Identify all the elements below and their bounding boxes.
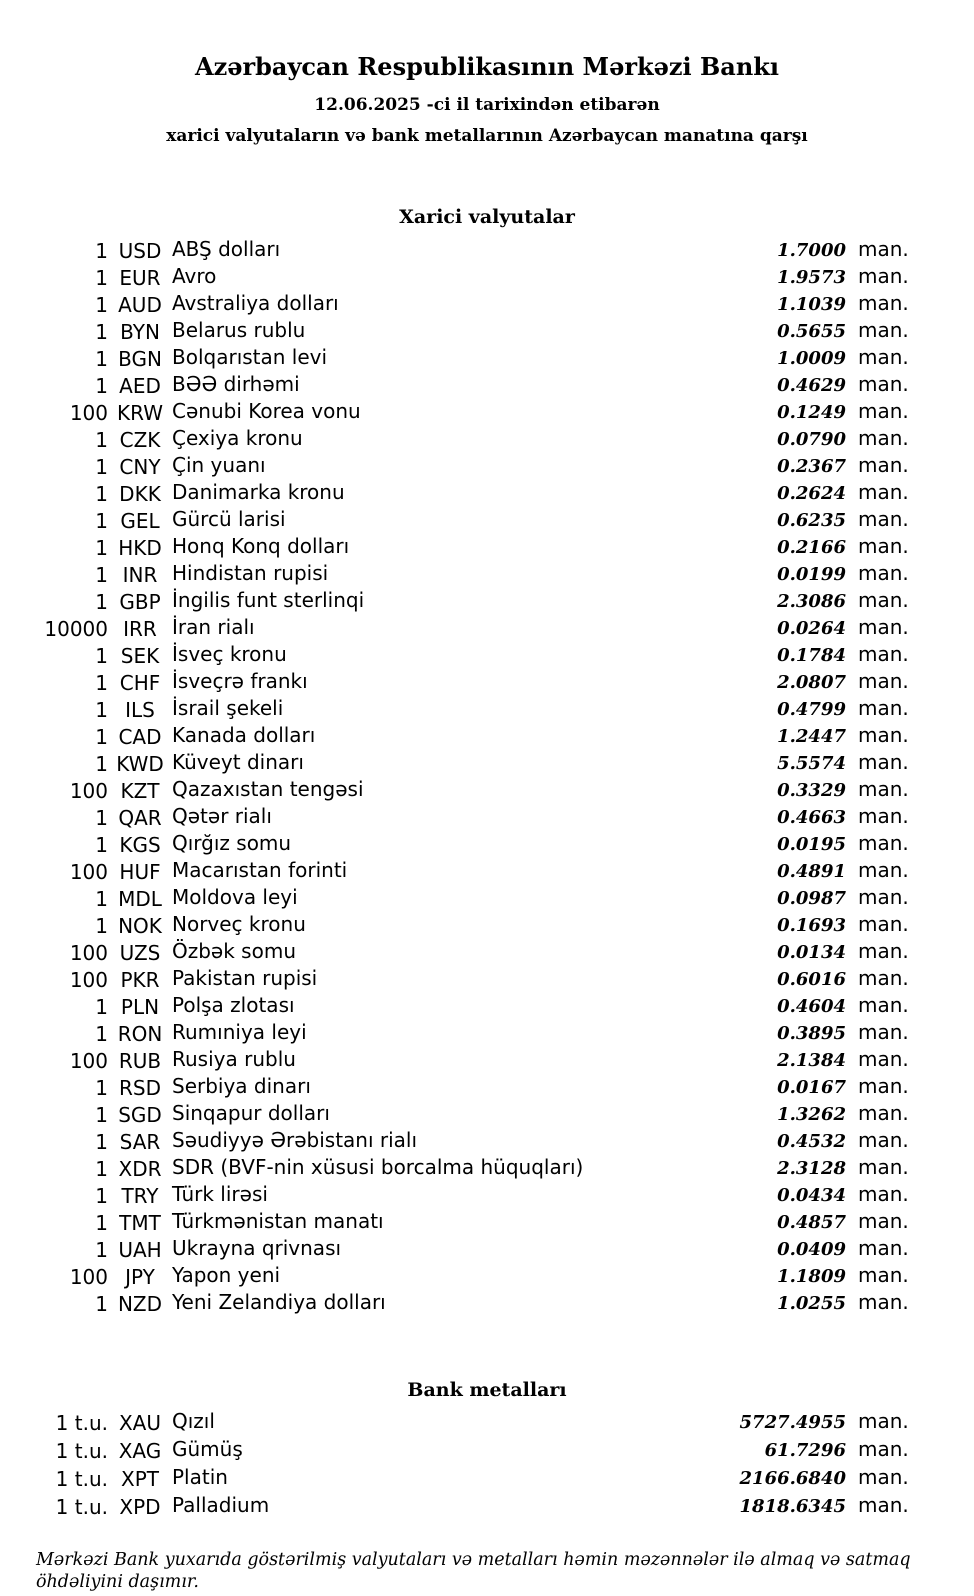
currency-code-cell: SEK [120,644,160,668]
bank-title: Azərbaycan Respublikasının Mərkəzi Bankı [194,52,780,81]
metal-name-cell: Gümüş [172,1437,243,1461]
currency-name-cell: BƏƏ dirhəmi [172,372,300,396]
currency-row [0,236,910,263]
currency-row [0,938,910,965]
manat-unit-cell: man. [858,696,909,720]
currency-name-cell: İsveçrə frankı [172,669,308,693]
rate-value-cell: 0.0790 [777,429,846,450]
currency-row [0,1181,910,1208]
metal-row [0,1407,910,1435]
disclaimer-text: Mərkəzi Bank yuxarıda göstərilmiş valyutaları və metalları həmin məzənnələr ilə almaq və satmaq öhdəliyini daşımır. [36,1550,911,1592]
currency-name-cell: SDR (BVF-nin xüsusi borcalma hüquqları) [172,1155,584,1179]
quantity-cell: 100 [69,779,108,803]
rate-value-cell: 2.3086 [777,591,846,612]
currency-row [0,452,910,479]
currency-name-cell: Yapon yeni [172,1263,281,1287]
manat-unit-cell: man. [858,642,909,666]
bulletin-subtitle: xarici valyutaların və bank metallarının Azərbaycan manatına qarşı [166,126,808,146]
manat-unit-cell: man. [858,1493,909,1517]
rate-value-cell: 0.1693 [777,915,846,936]
rate-value-cell: 1.0009 [777,348,846,369]
manat-unit-cell: man. [858,777,909,801]
currency-name-cell: ABŞ dolları [172,237,281,261]
currency-row [0,1235,910,1262]
rate-value-cell: 0.0167 [777,1077,846,1098]
currency-code-cell: CZK [119,428,161,452]
quantity-cell: 1 [95,239,108,263]
quantity-cell: 100 [69,941,108,965]
metal-name-cell: Palladium [172,1493,270,1517]
currency-row [0,398,910,425]
currency-name-cell: Avstraliya dolları [172,291,339,315]
manat-unit-cell: man. [858,453,909,477]
currency-code-cell: RUB [118,1049,162,1073]
currency-row [0,641,910,668]
quantity-cell: 1 [95,374,108,398]
rate-value-cell: 61.7296 [764,1440,846,1461]
manat-unit-cell: man. [858,858,909,882]
quantity-cell: 100 [69,401,108,425]
quantity-cell: 10000 [44,617,108,641]
manat-unit-cell: man. [858,588,909,612]
currency-name-cell: Cənubi Korea vonu [172,399,361,423]
currency-name-cell: Yeni Zelandiya dolları [172,1290,386,1314]
currency-name-cell: Hindistan rupisi [172,561,329,585]
rate-value-cell: 0.0195 [777,834,846,855]
currency-code-cell: KZT [120,779,160,803]
quantity-cell: 1 [95,347,108,371]
manat-unit-cell: man. [858,291,909,315]
rate-value-cell: 0.4891 [777,861,846,882]
metal-name-cell: Qızıl [172,1409,215,1433]
quantity-cell: 1 [95,752,108,776]
currency-row [0,587,910,614]
currency-row [0,560,910,587]
currency-name-cell: Qazaxıstan tengəsi [172,777,364,801]
quantity-cell: 1 [95,428,108,452]
currency-code-cell: BYN [120,320,160,344]
currency-name-cell: Türk lirəsi [172,1182,268,1206]
currency-code-cell: SGD [118,1103,162,1127]
currency-row [0,614,910,641]
currency-row [0,263,910,290]
quantity-cell: 1 [95,914,108,938]
currency-code-cell: HUF [119,860,161,884]
manat-unit-cell: man. [858,1209,909,1233]
manat-unit-cell: man. [858,1020,909,1044]
currency-name-cell: Danimarka kronu [172,480,345,504]
currency-name-cell: İngilis funt sterlinqi [172,588,365,612]
currency-name-cell: İran rialı [172,615,255,639]
quantity-cell: 1 [95,1238,108,1262]
currency-code-cell: CNY [119,455,161,479]
currency-rates-table [0,236,974,1316]
rate-value-cell: 1.9573 [777,267,846,288]
currency-code-cell: HKD [118,536,162,560]
quantity-cell: 1 [95,509,108,533]
quantity-cell: 1 [95,887,108,911]
currency-row [0,1073,910,1100]
rate-value-cell: 1.3262 [777,1104,846,1125]
quantity-cell: 1 t.u. [55,1467,108,1491]
currency-code-cell: JPY [125,1265,155,1289]
manat-unit-cell: man. [858,534,909,558]
metal-code-cell: XPD [119,1495,161,1519]
currency-row [0,533,910,560]
currency-code-cell: BGN [118,347,162,371]
currency-row [0,425,910,452]
rate-value-cell: 1.0255 [777,1293,846,1314]
rate-value-cell: 1818.6345 [739,1496,846,1517]
currency-code-cell: NOK [118,914,162,938]
currency-row [0,1100,910,1127]
manat-unit-cell: man. [858,1047,909,1071]
currency-code-cell: DKK [119,482,161,506]
currency-name-cell: Çexiya kronu [172,426,303,450]
manat-unit-cell: man. [858,939,909,963]
manat-unit-cell: man. [858,426,909,450]
manat-unit-cell: man. [858,507,909,531]
rate-value-cell: 0.0264 [777,618,846,639]
rate-value-cell: 5.5574 [777,753,846,774]
currency-row [0,1154,910,1181]
currency-code-cell: SAR [119,1130,161,1154]
currency-row [0,695,910,722]
manat-unit-cell: man. [858,1101,909,1125]
currency-code-cell: KGS [119,833,161,857]
rate-value-cell: 0.1249 [777,402,846,423]
currency-row [0,857,910,884]
quantity-cell: 1 [95,536,108,560]
currency-name-cell: Gürcü larisi [172,507,286,531]
currency-row [0,479,910,506]
currency-name-cell: Küveyt dinarı [172,750,304,774]
currency-name-cell: Səudiyyə Ərəbistanı rialı [172,1128,418,1152]
rate-value-cell: 0.0134 [777,942,846,963]
quantity-cell: 1 [95,1022,108,1046]
currency-code-cell: IRR [123,617,157,641]
rate-value-cell: 2.1384 [777,1050,846,1071]
rate-value-cell: 2.3128 [777,1158,846,1179]
currency-row [0,965,910,992]
manat-unit-cell: man. [858,561,909,585]
currency-name-cell: Rumıniya leyi [172,1020,307,1044]
currency-code-cell: PKR [120,968,160,992]
metal-row [0,1463,910,1491]
quantity-cell: 1 [95,1103,108,1127]
rate-value-cell: 0.6016 [777,969,846,990]
manat-unit-cell: man. [858,993,909,1017]
currency-row [0,722,910,749]
manat-unit-cell: man. [858,237,909,261]
currency-row [0,749,910,776]
quantity-cell: 1 [95,266,108,290]
quantity-cell: 100 [69,860,108,884]
quantity-cell: 1 [95,1292,108,1316]
manat-unit-cell: man. [858,1236,909,1260]
currency-code-cell: AED [119,374,161,398]
manat-unit-cell: man. [858,1155,909,1179]
quantity-cell: 100 [69,1049,108,1073]
rate-value-cell: 0.6235 [777,510,846,531]
currency-name-cell: Qətər rialı [172,804,272,828]
rate-value-cell: 2.0807 [777,672,846,693]
currency-row [0,1262,910,1289]
manat-unit-cell: man. [858,264,909,288]
manat-unit-cell: man. [858,1437,909,1461]
quantity-cell: 1 [95,320,108,344]
quantity-cell: 1 [95,995,108,1019]
currency-name-cell: Polşa zlotası [172,993,295,1017]
currency-code-cell: AUD [118,293,162,317]
rate-value-cell: 0.4799 [777,699,846,720]
metal-rates-table [0,1407,974,1519]
rate-value-cell: 0.5655 [777,321,846,342]
quantity-cell: 1 [95,563,108,587]
rate-value-cell: 0.4663 [777,807,846,828]
currency-row [0,776,910,803]
metal-row [0,1491,910,1519]
currency-row [0,317,910,344]
rate-value-cell: 0.3895 [777,1023,846,1044]
currency-name-cell: İsveç kronu [172,642,287,666]
currency-row [0,290,910,317]
currency-code-cell: XDR [118,1157,162,1181]
quantity-cell: 1 [95,833,108,857]
currency-code-cell: RSD [119,1076,161,1100]
currency-row [0,803,910,830]
manat-unit-cell: man. [858,1074,909,1098]
manat-unit-cell: man. [858,372,909,396]
manat-unit-cell: man. [858,804,909,828]
currency-name-cell: Çin yuanı [172,453,266,477]
currency-row [0,830,910,857]
currency-code-cell: UAH [118,1238,162,1262]
currency-code-cell: QAR [118,806,162,830]
rate-value-cell: 0.2166 [777,537,846,558]
manat-unit-cell: man. [858,966,909,990]
currency-row [0,668,910,695]
currency-row [0,884,910,911]
currency-name-cell: Honq Konq dolları [172,534,350,558]
bulletin-header [0,0,974,147]
quantity-cell: 100 [69,1265,108,1289]
currency-row [0,1019,910,1046]
currency-name-cell: İsrail şekeli [172,696,284,720]
manat-unit-cell: man. [858,480,909,504]
currency-name-cell: Özbək somu [172,939,296,963]
quantity-cell: 1 [95,725,108,749]
currency-name-cell: Kanada dolları [172,723,316,747]
metal-code-cell: XPT [121,1467,159,1491]
currency-code-cell: CAD [118,725,162,749]
manat-unit-cell: man. [858,723,909,747]
metal-row [0,1435,910,1463]
currency-code-cell: CHF [119,671,161,695]
currency-row [0,1289,910,1316]
currency-row [0,1208,910,1235]
manat-unit-cell: man. [858,1182,909,1206]
currency-code-cell: NZD [117,1292,163,1316]
manat-unit-cell: man. [858,750,909,774]
rate-value-cell: 0.0987 [777,888,846,909]
rate-value-cell: 0.1784 [777,645,846,666]
currency-code-cell: ILS [125,698,155,722]
currency-code-cell: MDL [118,887,162,911]
quantity-cell: 1 [95,671,108,695]
rate-value-cell: 0.4604 [777,996,846,1017]
currency-row [0,992,910,1019]
rate-value-cell: 1.1809 [777,1266,846,1287]
currency-code-cell: TMT [119,1211,161,1235]
quantity-cell: 1 t.u. [55,1411,108,1435]
quantity-cell: 1 [95,293,108,317]
currency-code-cell: INR [122,563,158,587]
currency-name-cell: Macarıstan forinti [172,858,348,882]
rate-value-cell: 0.0409 [777,1239,846,1260]
quantity-cell: 1 [95,590,108,614]
manat-unit-cell: man. [858,885,909,909]
quantity-cell: 1 [95,1184,108,1208]
currency-code-cell: TRY [121,1184,159,1208]
currency-name-cell: Belarus rublu [172,318,306,342]
currency-name-cell: Serbiya dinarı [172,1074,311,1098]
rate-value-cell: 5727.4955 [739,1412,846,1433]
quantity-cell: 1 [95,806,108,830]
quantity-cell: 1 [95,1130,108,1154]
currency-row [0,1046,910,1073]
manat-unit-cell: man. [858,615,909,639]
currency-name-cell: Rusiya rublu [172,1047,296,1071]
quantity-cell: 100 [69,968,108,992]
quantity-cell: 1 t.u. [55,1495,108,1519]
currency-code-cell: UZS [119,941,161,965]
metal-code-cell: XAU [118,1411,162,1435]
quantity-cell: 1 [95,644,108,668]
currency-name-cell: Norveç kronu [172,912,306,936]
currency-code-cell: KRW [117,401,163,425]
metal-name-cell: Platin [172,1465,228,1489]
currency-name-cell: Türkmənistan manatı [172,1209,384,1233]
rate-value-cell: 1.1039 [777,294,846,315]
currency-row [0,506,910,533]
quantity-cell: 1 [95,482,108,506]
metal-code-cell: XAG [118,1439,162,1463]
currency-name-cell: Ukrayna qrivnası [172,1236,342,1260]
currency-code-cell: USD [118,239,162,263]
currency-row [0,1127,910,1154]
rate-value-cell: 0.4532 [777,1131,846,1152]
quantity-cell: 1 [95,455,108,479]
rate-value-cell: 2166.6840 [739,1468,846,1489]
currency-code-cell: RON [117,1022,163,1046]
currency-row [0,911,910,938]
currency-row [0,371,910,398]
foreign-currencies-heading: Xarici valyutalar [399,206,575,228]
currency-code-cell: GBP [119,590,161,614]
manat-unit-cell: man. [858,1263,909,1287]
quantity-cell: 1 t.u. [55,1439,108,1463]
rate-value-cell: 0.3329 [777,780,846,801]
quantity-cell: 1 [95,1211,108,1235]
currency-row [0,344,910,371]
rate-value-cell: 0.2624 [777,483,846,504]
rate-value-cell: 0.4857 [777,1212,846,1233]
currency-code-cell: PLN [120,995,160,1019]
currency-name-cell: Moldova leyi [172,885,298,909]
currency-code-cell: EUR [119,266,161,290]
effective-date-line: 12.06.2025 -ci il tarixindən etibarən [314,95,660,115]
currency-code-cell: GEL [120,509,160,533]
manat-unit-cell: man. [858,912,909,936]
manat-unit-cell: man. [858,318,909,342]
manat-unit-cell: man. [858,669,909,693]
rate-value-cell: 0.0434 [777,1185,846,1206]
currency-name-cell: Sinqapur dolları [172,1101,330,1125]
rate-value-cell: 0.4629 [777,375,846,396]
bank-metals-heading: Bank metalları [407,1379,567,1401]
manat-unit-cell: man. [858,831,909,855]
currency-name-cell: Avro [172,264,217,288]
currency-code-cell: KWD [116,752,164,776]
manat-unit-cell: man. [858,1409,909,1433]
manat-unit-cell: man. [858,1290,909,1314]
manat-unit-cell: man. [858,399,909,423]
rate-value-cell: 0.2367 [777,456,846,477]
rate-value-cell: 1.2447 [777,726,846,747]
manat-unit-cell: man. [858,1128,909,1152]
quantity-cell: 1 [95,1076,108,1100]
quantity-cell: 1 [95,1157,108,1181]
currency-name-cell: Pakistan rupisi [172,966,318,990]
rate-value-cell: 1.7000 [777,240,846,261]
rate-value-cell: 0.0199 [777,564,846,585]
currency-name-cell: Bolqarıstan levi [172,345,328,369]
currency-name-cell: Qırğız somu [172,831,292,855]
manat-unit-cell: man. [858,1465,909,1489]
manat-unit-cell: man. [858,345,909,369]
quantity-cell: 1 [95,698,108,722]
